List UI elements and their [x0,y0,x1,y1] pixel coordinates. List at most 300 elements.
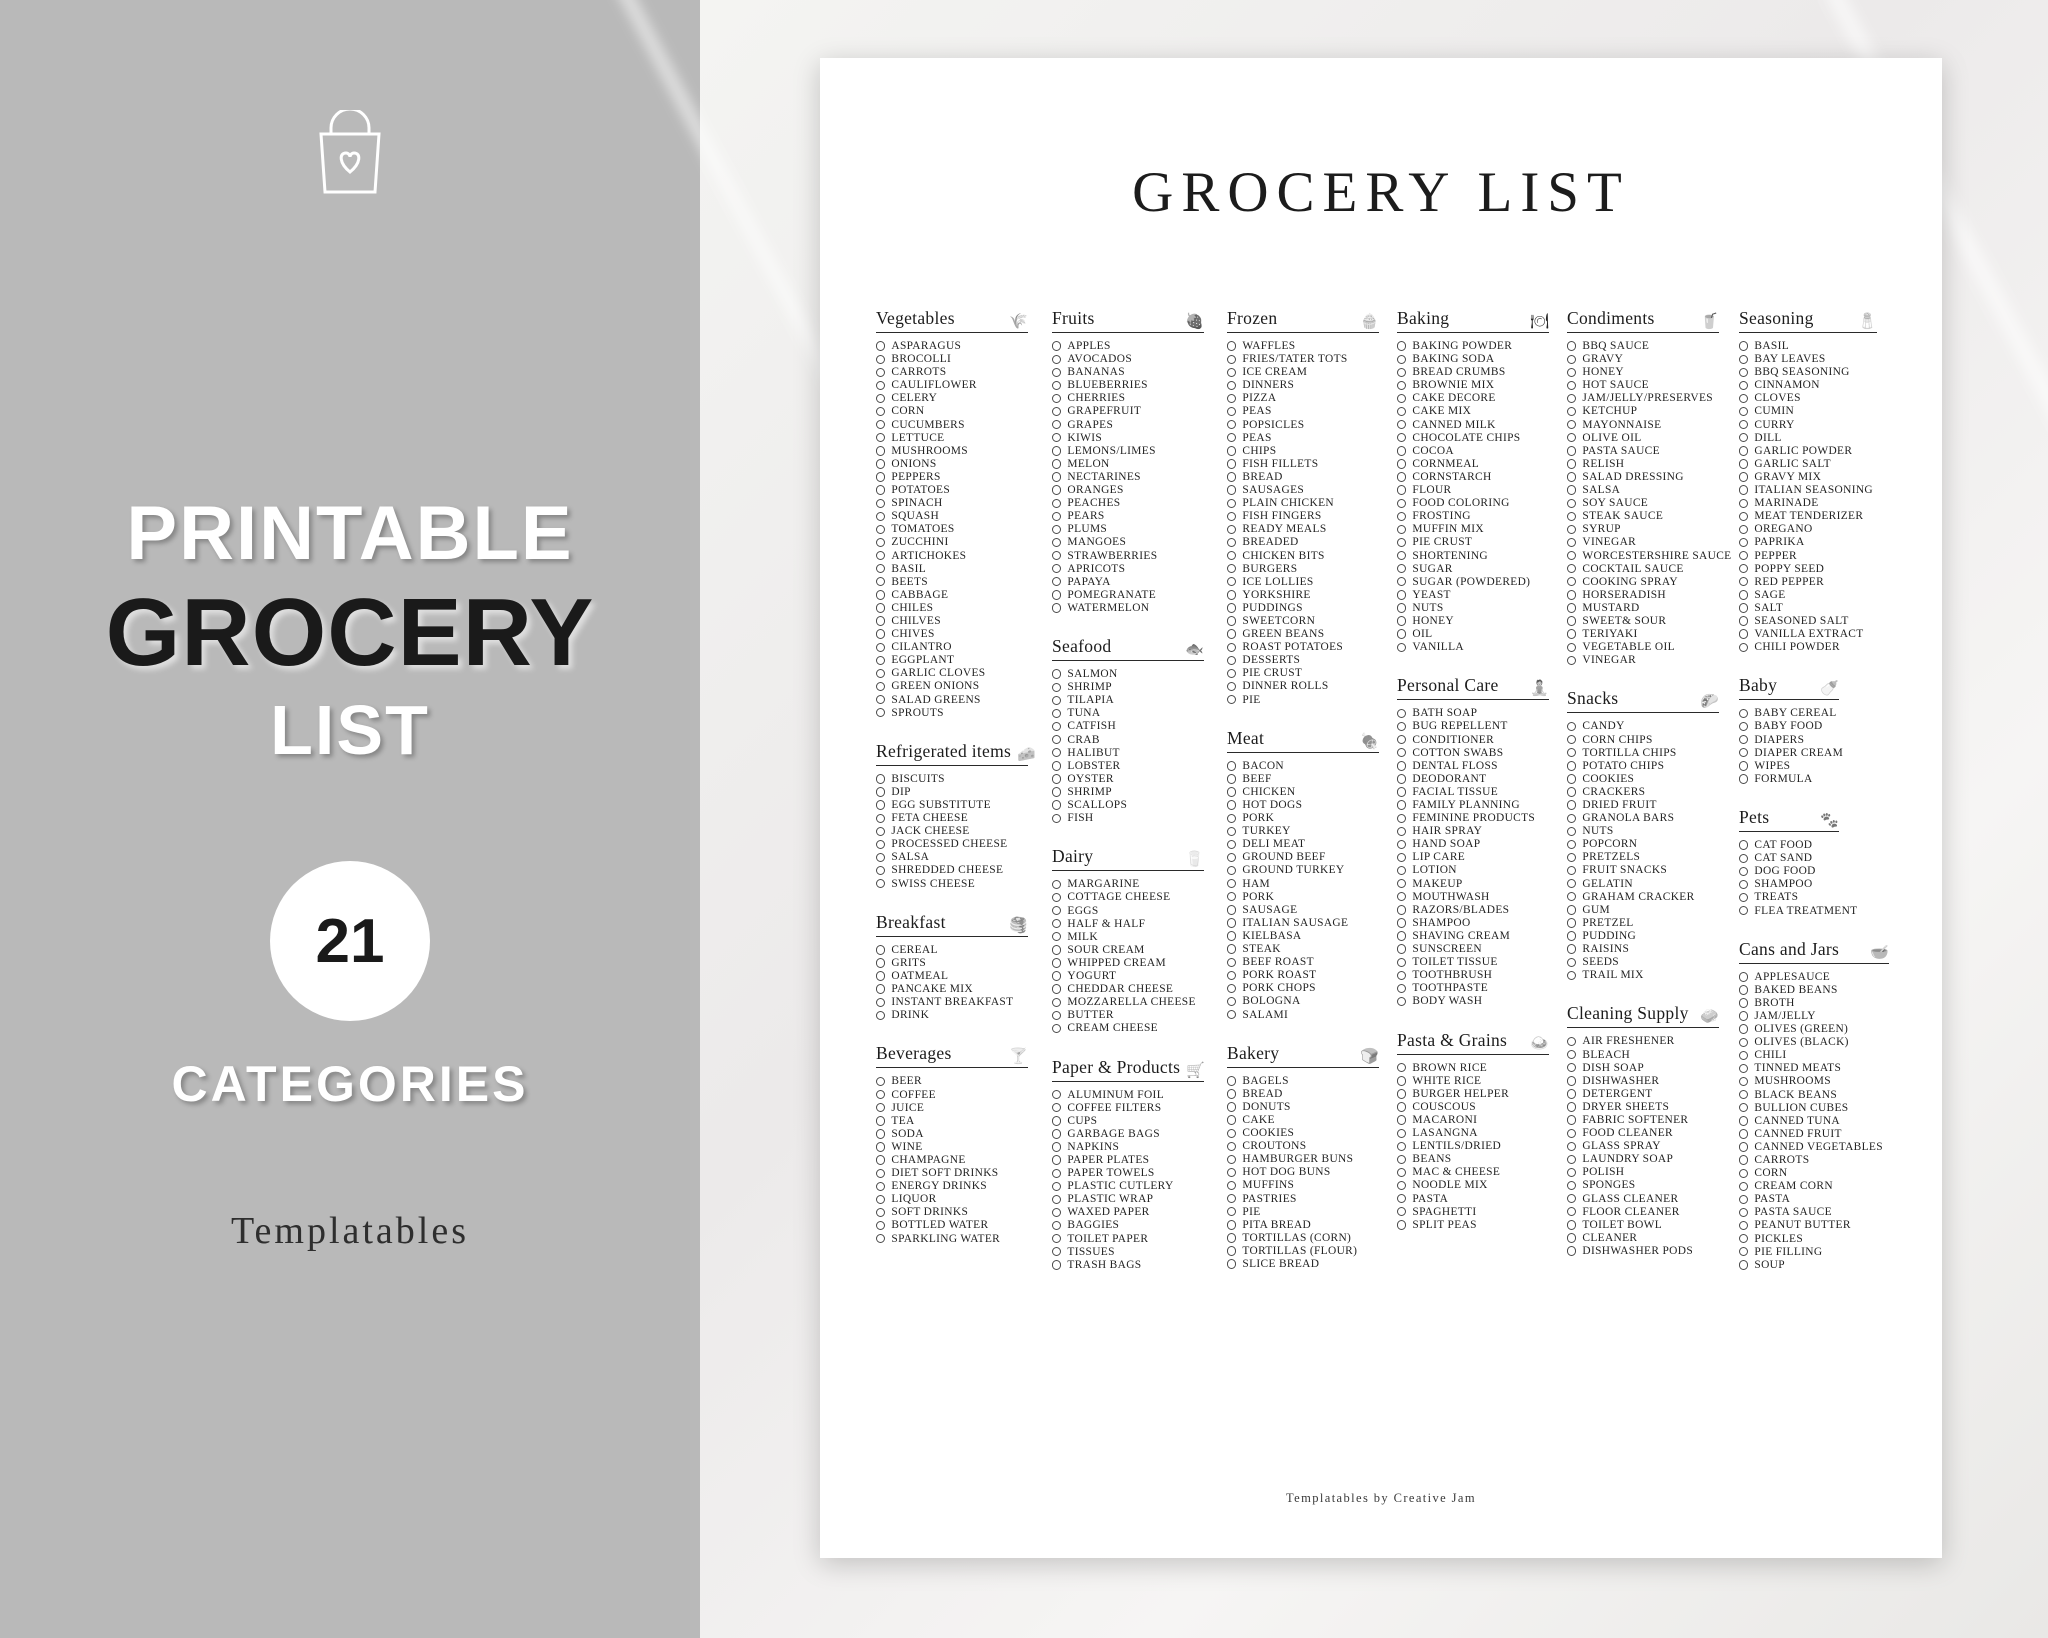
list-item[interactable]: READY MEALS [1227,523,1397,535]
checkbox[interactable] [1739,512,1748,521]
list-item[interactable]: CHILES [876,602,1052,614]
checkbox[interactable] [1739,709,1748,718]
list-item[interactable]: MUSHROOMS [1739,1075,1896,1087]
list-item[interactable]: DIAPER CREAM [1739,747,1896,759]
checkbox[interactable] [1052,512,1061,521]
list-item[interactable]: PAPRIKA [1739,536,1896,548]
checkbox[interactable] [1567,879,1576,888]
checkbox[interactable] [1739,1011,1748,1020]
list-item[interactable]: TEA [876,1115,1052,1127]
checkbox[interactable] [1567,827,1576,836]
checkbox[interactable] [1052,577,1061,586]
checkbox[interactable] [1052,525,1061,534]
checkbox[interactable] [1052,814,1061,823]
checkbox[interactable] [1227,355,1236,364]
checkbox[interactable] [1397,355,1406,364]
list-item[interactable]: SALSA [876,851,1052,863]
list-item[interactable]: MEAT TENDERIZER [1739,510,1896,522]
checkbox[interactable] [1052,1208,1061,1217]
list-item[interactable]: SOFT DRINKS [876,1206,1052,1218]
list-item[interactable]: BAKED BEANS [1739,984,1896,996]
checkbox[interactable] [1739,1116,1748,1125]
list-item[interactable]: LENTILS/DRIED [1397,1140,1567,1152]
checkbox[interactable] [876,499,885,508]
list-item[interactable]: FABRIC SOFTENER [1567,1114,1739,1126]
list-item[interactable]: COFFEE FILTERS [1052,1102,1227,1114]
list-item[interactable]: PIZZA [1227,392,1397,404]
list-item[interactable]: SWEET& SOUR [1567,615,1739,627]
checkbox[interactable] [1227,905,1236,914]
checkbox[interactable] [1227,446,1236,455]
list-item[interactable]: CURRY [1739,419,1896,431]
checkbox[interactable] [876,1195,885,1204]
checkbox[interactable] [1397,1142,1406,1151]
checkbox[interactable] [1567,525,1576,534]
list-item[interactable]: BAKING SODA [1397,353,1567,365]
list-item[interactable]: GROUND BEEF [1227,851,1397,863]
list-item[interactable]: CATFISH [1052,720,1227,732]
list-item[interactable]: TILAPIA [1052,694,1227,706]
checkbox[interactable] [1739,972,1748,981]
list-item[interactable]: ARTICHOKES [876,550,1052,562]
checkbox[interactable] [1567,866,1576,875]
list-item[interactable]: COOKING SPRAY [1567,576,1739,588]
checkbox[interactable] [1397,866,1406,875]
list-item[interactable]: SUGAR (POWDERED) [1397,576,1567,588]
list-item[interactable]: BLEACH [1567,1049,1739,1061]
checkbox[interactable] [1052,722,1061,731]
checkbox[interactable] [1567,551,1576,560]
checkbox[interactable] [1567,958,1576,967]
list-item[interactable]: DIP [876,786,1052,798]
checkbox[interactable] [1052,538,1061,547]
checkbox[interactable] [876,629,885,638]
checkbox[interactable] [1739,998,1748,1007]
list-item[interactable]: DRYER SHEETS [1567,1101,1739,1113]
list-item[interactable]: VANILLA [1397,641,1567,653]
checkbox[interactable] [1397,814,1406,823]
checkbox[interactable] [1227,971,1236,980]
checkbox[interactable] [1739,472,1748,481]
checkbox[interactable] [1052,1195,1061,1204]
list-item[interactable]: ITALIAN SAUSAGE [1227,917,1397,929]
checkbox[interactable] [1567,918,1576,927]
list-item[interactable]: GUM [1567,904,1739,916]
list-item[interactable]: PEARS [1052,510,1227,522]
list-item[interactable]: APPLES [1052,340,1227,352]
list-item[interactable]: CONDITIONER [1397,734,1567,746]
list-item[interactable]: SWEETCORN [1227,615,1397,627]
list-item[interactable]: AIR FRESHENER [1567,1035,1739,1047]
list-item[interactable]: CHOCOLATE CHIPS [1397,432,1567,444]
list-item[interactable]: SOY SAUCE [1567,497,1739,509]
list-item[interactable]: DINNERS [1227,379,1397,391]
list-item[interactable]: MELON [1052,458,1227,470]
list-item[interactable]: PIE [1227,1206,1397,1218]
checkbox[interactable] [1567,643,1576,652]
checkbox[interactable] [876,407,885,416]
list-item[interactable]: DOG FOOD [1739,865,1896,877]
checkbox[interactable] [1397,499,1406,508]
list-item[interactable]: CHICKEN [1227,786,1397,798]
checkbox[interactable] [1227,512,1236,521]
list-item[interactable]: BATH SOAP [1397,707,1567,719]
checkbox[interactable] [1397,840,1406,849]
checkbox[interactable] [1567,446,1576,455]
list-item[interactable]: GARLIC CLOVES [876,667,1052,679]
checkbox[interactable] [1227,827,1236,836]
checkbox[interactable] [1739,407,1748,416]
list-item[interactable]: VANILLA EXTRACT [1739,628,1896,640]
checkbox[interactable] [1052,669,1061,678]
list-item[interactable]: NUTS [1397,602,1567,614]
list-item[interactable]: CORN [876,405,1052,417]
checkbox[interactable] [1227,564,1236,573]
checkbox[interactable] [1052,433,1061,442]
list-item[interactable]: TOOTHPASTE [1397,982,1567,994]
checkbox[interactable] [1227,1207,1236,1216]
checkbox[interactable] [1739,893,1748,902]
list-item[interactable]: MAKEUP [1397,878,1567,890]
checkbox[interactable] [1739,854,1748,863]
list-item[interactable]: SOUR CREAM [1052,944,1227,956]
list-item[interactable]: POLISH [1567,1166,1739,1178]
checkbox[interactable] [1567,341,1576,350]
list-item[interactable]: ONIONS [876,458,1052,470]
list-item[interactable]: POPSICLES [1227,419,1397,431]
list-item[interactable]: BABY CEREAL [1739,707,1896,719]
list-item[interactable]: PASTA [1397,1193,1567,1205]
checkbox[interactable] [1227,525,1236,534]
list-item[interactable]: EGGPLANT [876,654,1052,666]
list-item[interactable]: SALSA [1567,484,1739,496]
checkbox[interactable] [1567,1089,1576,1098]
list-item[interactable]: SHRIMP [1052,681,1227,693]
list-item[interactable]: YORKSHIRE [1227,589,1397,601]
checkbox[interactable] [876,1208,885,1217]
checkbox[interactable] [1227,577,1236,586]
checkbox[interactable] [1739,1195,1748,1204]
list-item[interactable]: DESSERTS [1227,654,1397,666]
list-item[interactable]: GLASS SPRAY [1567,1140,1739,1152]
list-item[interactable]: CREAM CORN [1739,1180,1896,1192]
checkbox[interactable] [1227,1129,1236,1138]
checkbox[interactable] [1227,774,1236,783]
checkbox[interactable] [876,1182,885,1191]
list-item[interactable]: HOT SAUCE [1567,379,1739,391]
list-item[interactable]: SALAD DRESSING [1567,471,1739,483]
checkbox[interactable] [876,472,885,481]
checkbox[interactable] [1227,629,1236,638]
checkbox[interactable] [876,643,885,652]
checkbox[interactable] [1739,840,1748,849]
checkbox[interactable] [1739,590,1748,599]
list-item[interactable]: ICE LOLLIES [1227,576,1397,588]
checkbox[interactable] [1567,499,1576,508]
checkbox[interactable] [1397,1155,1406,1164]
checkbox[interactable] [1567,485,1576,494]
checkbox[interactable] [1739,748,1748,757]
list-item[interactable]: PASTRIES [1227,1193,1397,1205]
list-item[interactable]: JUICE [876,1102,1052,1114]
list-item[interactable]: CHICKEN BITS [1227,550,1397,562]
list-item[interactable]: SPLIT PEAS [1397,1219,1567,1231]
list-item[interactable]: TREATS [1739,891,1896,903]
list-item[interactable]: CINNAMON [1739,379,1896,391]
list-item[interactable]: BREAD [1227,471,1397,483]
list-item[interactable]: CLEANER [1567,1232,1739,1244]
checkbox[interactable] [1052,1129,1061,1138]
list-item[interactable]: PORK [1227,812,1397,824]
checkbox[interactable] [1227,643,1236,652]
list-item[interactable]: DONUTS [1227,1101,1397,1113]
list-item[interactable]: POTATO CHIPS [1567,760,1739,772]
checkbox[interactable] [1397,1102,1406,1111]
list-item[interactable]: MILK [1052,931,1227,943]
list-item[interactable]: BOTTLED WATER [876,1219,1052,1231]
list-item[interactable]: SPINACH [876,497,1052,509]
checkbox[interactable] [1397,1089,1406,1098]
list-item[interactable]: CORN [1739,1167,1896,1179]
list-item[interactable]: STEAK [1227,943,1397,955]
list-item[interactable]: CANNED VEGETABLES [1739,1141,1896,1153]
list-item[interactable]: BURGERS [1227,563,1397,575]
checkbox[interactable] [1227,485,1236,494]
checkbox[interactable] [1567,1233,1576,1242]
checkbox[interactable] [1227,1246,1236,1255]
checkbox[interactable] [1227,840,1236,849]
list-item[interactable]: SEASONED SALT [1739,615,1896,627]
checkbox[interactable] [1567,1181,1576,1190]
list-item[interactable]: JACK CHEESE [876,825,1052,837]
checkbox[interactable] [876,827,885,836]
list-item[interactable]: WHIPPED CREAM [1052,957,1227,969]
list-item[interactable]: MOUTHWASH [1397,891,1567,903]
checkbox[interactable] [1052,564,1061,573]
checkbox[interactable] [1397,485,1406,494]
list-item[interactable]: STEAK SAUCE [1567,510,1739,522]
list-item[interactable]: OLIVES (GREEN) [1739,1023,1896,1035]
checkbox[interactable] [1739,1221,1748,1230]
list-item[interactable]: RELISH [1567,458,1739,470]
list-item[interactable]: POPCORN [1567,838,1739,850]
checkbox[interactable] [876,394,885,403]
checkbox[interactable] [1397,918,1406,927]
list-item[interactable]: MARINADE [1739,497,1896,509]
list-item[interactable]: COCOA [1397,445,1567,457]
checkbox[interactable] [1567,577,1576,586]
checkbox[interactable] [1052,1011,1061,1020]
list-item[interactable]: BAGGIES [1052,1219,1227,1231]
list-item[interactable]: BEEF ROAST [1227,956,1397,968]
checkbox[interactable] [1567,774,1576,783]
list-item[interactable]: PLASTIC WRAP [1052,1193,1227,1205]
list-item[interactable]: PLASTIC CUTLERY [1052,1180,1227,1192]
list-item[interactable]: CROUTONS [1227,1140,1397,1152]
checkbox[interactable] [1052,1221,1061,1230]
checkbox[interactable] [1567,853,1576,862]
list-item[interactable]: BOLOGNA [1227,995,1397,1007]
checkbox[interactable] [1739,616,1748,625]
checkbox[interactable] [1227,420,1236,429]
list-item[interactable]: CREAM CHEESE [1052,1022,1227,1034]
checkbox[interactable] [1227,381,1236,390]
list-item[interactable]: DISH SOAP [1567,1062,1739,1074]
checkbox[interactable] [1739,867,1748,876]
checkbox[interactable] [1567,1037,1576,1046]
list-item[interactable]: LAUNDRY SOAP [1567,1153,1739,1165]
list-item[interactable]: CARROTS [876,366,1052,378]
checkbox[interactable] [1052,1247,1061,1256]
list-item[interactable]: PICKLES [1739,1233,1896,1245]
checkbox[interactable] [1567,905,1576,914]
checkbox[interactable] [876,446,885,455]
list-item[interactable]: FLOOR CLEANER [1567,1206,1739,1218]
checkbox[interactable] [876,840,885,849]
list-item[interactable]: BAGELS [1227,1075,1397,1087]
checkbox[interactable] [1052,368,1061,377]
checkbox[interactable] [1227,1142,1236,1151]
list-item[interactable]: GRAVY MIX [1739,471,1896,483]
checkbox[interactable] [1397,1129,1406,1138]
checkbox[interactable] [1567,472,1576,481]
checkbox[interactable] [1567,840,1576,849]
list-item[interactable]: SAUSAGE [1227,904,1397,916]
list-item[interactable]: FOOD CLEANER [1567,1127,1739,1139]
checkbox[interactable] [1739,499,1748,508]
checkbox[interactable] [876,433,885,442]
list-item[interactable]: PLUMS [1052,523,1227,535]
checkbox[interactable] [1227,761,1236,770]
checkbox[interactable] [1739,1169,1748,1178]
checkbox[interactable] [1052,906,1061,915]
list-item[interactable]: COFFEE [876,1089,1052,1101]
checkbox[interactable] [1052,998,1061,1007]
list-item[interactable]: CAT SAND [1739,852,1896,864]
list-item[interactable]: NOODLE MIX [1397,1179,1567,1191]
list-item[interactable]: BACON [1227,760,1397,772]
checkbox[interactable] [1397,748,1406,757]
list-item[interactable]: HALIBUT [1052,747,1227,759]
list-item[interactable]: SHAVING CREAM [1397,930,1567,942]
list-item[interactable]: PUDDING [1567,930,1739,942]
list-item[interactable]: SPROUTS [876,707,1052,719]
checkbox[interactable] [1227,616,1236,625]
list-item[interactable]: SHORTENING [1397,550,1567,562]
list-item[interactable]: DRINK [876,1009,1052,1021]
list-item[interactable]: PORK CHOPS [1227,982,1397,994]
list-item[interactable]: BBQ SEASONING [1739,366,1896,378]
list-item[interactable]: FOOD COLORING [1397,497,1567,509]
list-item[interactable]: CANNED TUNA [1739,1115,1896,1127]
checkbox[interactable] [1052,551,1061,560]
list-item[interactable]: YOGURT [1052,970,1227,982]
checkbox[interactable] [1739,577,1748,586]
list-item[interactable]: YEAST [1397,589,1567,601]
checkbox[interactable] [1052,341,1061,350]
checkbox[interactable] [1739,603,1748,612]
checkbox[interactable] [876,1155,885,1164]
checkbox[interactable] [1567,1207,1576,1216]
checkbox[interactable] [1052,355,1061,364]
list-item[interactable]: CHILVES [876,615,1052,627]
list-item[interactable]: FRUIT SNACKS [1567,864,1739,876]
list-item[interactable]: BAKING POWDER [1397,340,1567,352]
checkbox[interactable] [1052,485,1061,494]
list-item[interactable]: OIL [1397,628,1567,640]
list-item[interactable]: PEANUT BUTTER [1739,1219,1896,1231]
list-item[interactable]: TOILET PAPER [1052,1233,1227,1245]
checkbox[interactable] [1739,735,1748,744]
list-item[interactable]: HAIR SPRAY [1397,825,1567,837]
checkbox[interactable] [1567,1050,1576,1059]
list-item[interactable]: APPLESAUCE [1739,971,1896,983]
checkbox[interactable] [1227,341,1236,350]
checkbox[interactable] [1052,932,1061,941]
checkbox[interactable] [1567,355,1576,364]
list-item[interactable]: CHILI [1739,1049,1896,1061]
list-item[interactable]: TINNED MEATS [1739,1062,1896,1074]
list-item[interactable]: SHREDDED CHEESE [876,864,1052,876]
list-item[interactable]: SALMON [1052,668,1227,680]
checkbox[interactable] [876,616,885,625]
list-item[interactable]: OYSTER [1052,773,1227,785]
list-item[interactable]: CAT FOOD [1739,839,1896,851]
checkbox[interactable] [1397,1181,1406,1190]
checkbox[interactable] [1739,761,1748,770]
list-item[interactable]: COOKIES [1567,773,1739,785]
checkbox[interactable] [1567,1220,1576,1229]
list-item[interactable]: BABY FOOD [1739,720,1896,732]
list-item[interactable]: VINEGAR [1567,654,1739,666]
list-item[interactable]: CANDY [1567,720,1739,732]
list-item[interactable]: GRITS [876,957,1052,969]
checkbox[interactable] [876,1142,885,1151]
list-item[interactable]: MUFFINS [1227,1179,1397,1191]
checkbox[interactable] [1567,656,1576,665]
list-item[interactable]: ALUMINUM FOIL [1052,1089,1227,1101]
list-item[interactable]: CAKE [1227,1114,1397,1126]
checkbox[interactable] [1227,1259,1236,1268]
list-item[interactable]: MARGARINE [1052,878,1227,890]
checkbox[interactable] [1397,407,1406,416]
list-item[interactable]: MUSTARD [1567,602,1739,614]
checkbox[interactable] [1567,1063,1576,1072]
checkbox[interactable] [1397,420,1406,429]
checkbox[interactable] [1739,1247,1748,1256]
checkbox[interactable] [1397,984,1406,993]
list-item[interactable]: BASIL [1739,340,1896,352]
list-item[interactable]: MACARONI [1397,1114,1567,1126]
checkbox[interactable] [1227,800,1236,809]
list-item[interactable]: RAZORS/BLADES [1397,904,1567,916]
list-item[interactable]: MAYONNAISE [1567,419,1739,431]
checkbox[interactable] [1052,472,1061,481]
checkbox[interactable] [1567,459,1576,468]
list-item[interactable]: CRAB [1052,734,1227,746]
list-item[interactable]: LOBSTER [1052,760,1227,772]
checkbox[interactable] [1739,525,1748,534]
list-item[interactable]: BROWN RICE [1397,1062,1567,1074]
list-item[interactable]: TRASH BAGS [1052,1259,1227,1271]
list-item[interactable]: DRIED FRUIT [1567,799,1739,811]
list-item[interactable]: LOTION [1397,864,1567,876]
checkbox[interactable] [1567,722,1576,731]
checkbox[interactable] [1567,603,1576,612]
checkbox[interactable] [1397,1207,1406,1216]
checkbox[interactable] [1739,1129,1748,1138]
list-item[interactable]: KIWIS [1052,432,1227,444]
